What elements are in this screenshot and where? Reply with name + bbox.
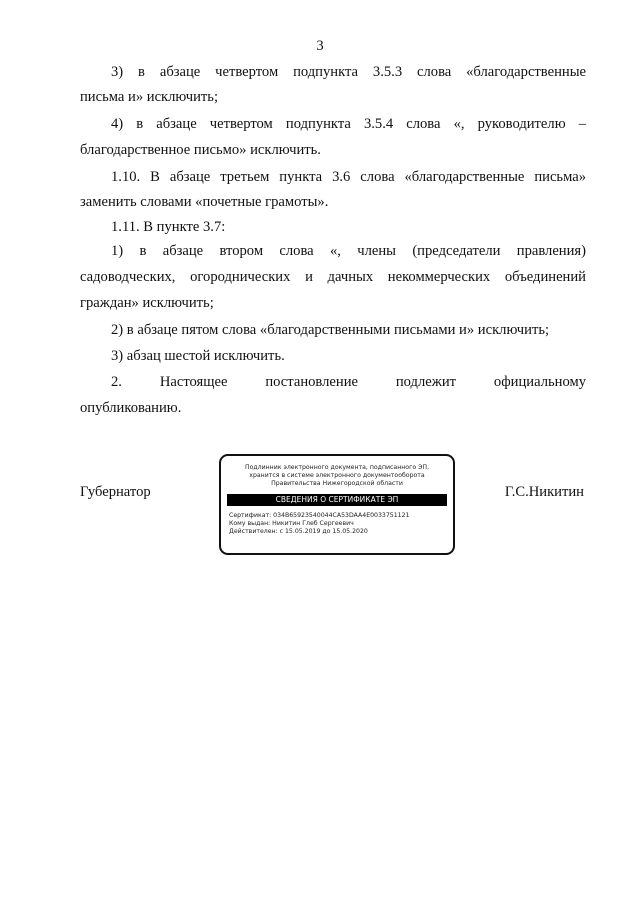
paragraph-line: 3) в абзаце четвертом подпункта 3.5.3 слова «благодарственные <box>111 64 586 80</box>
page-number: 3 <box>316 38 324 54</box>
paragraph-line: 2) в абзаце пятом слова «благодарственными письмами и» исключить; <box>111 322 550 338</box>
stamp-header-line: хранится в системе электронного документооборота <box>249 472 425 479</box>
paragraph-line: 3) абзац шестой исключить. <box>111 348 285 364</box>
stamp-header <box>221 464 453 488</box>
stamp-details <box>229 512 453 536</box>
paragraph-line: 4) в абзаце четвертом подпункта 3.5.4 слова «, руководителю – <box>111 116 586 132</box>
paragraph-line: 1.10. В абзаце третьем пункта 3.6 слова «благодарственные письма» <box>111 169 586 185</box>
electronic-signature-stamp <box>219 454 455 555</box>
stamp-header-line: Подлинник электронного документа, подписанного ЭП, <box>244 464 430 471</box>
paragraph-line: 1.11. В пункте 3.7: <box>111 219 226 235</box>
paragraph-line: садоводческих, огороднических и дачных некоммерческих объединений <box>80 269 586 285</box>
certificate-owner: Кому выдан: Никитин Глеб Сергеевич <box>229 520 354 527</box>
signatory-name: Г.С.Никитин <box>504 484 584 500</box>
signatory-position: Губернатор <box>80 484 151 500</box>
paragraph-line: опубликованию. <box>80 400 182 416</box>
certificate-number: Сертификат: 034B65923540044CA53DAA4E0033751121 <box>229 512 410 519</box>
certificate-validity: Действителен: с 15.05.2019 до 15.05.2020 <box>229 528 368 535</box>
stamp-header-line: Правительства Нижегородской области <box>271 480 403 487</box>
paragraph-line: граждан» исключить; <box>80 295 214 311</box>
paragraph-line: 2. Настоящее постановление подлежит официальному <box>111 374 586 390</box>
paragraph-line: заменить словами «почетные грамоты». <box>80 194 329 210</box>
paragraph-line: письма и» исключить; <box>80 89 219 105</box>
paragraph-line: 1) в абзаце втором слова «, члены (председатели правления) <box>111 243 586 259</box>
stamp-title: СВЕДЕНИЯ О СЕРТИФИКАТЕ ЭП <box>227 494 447 506</box>
paragraph-line: благодарственное письмо» исключить. <box>80 142 321 158</box>
